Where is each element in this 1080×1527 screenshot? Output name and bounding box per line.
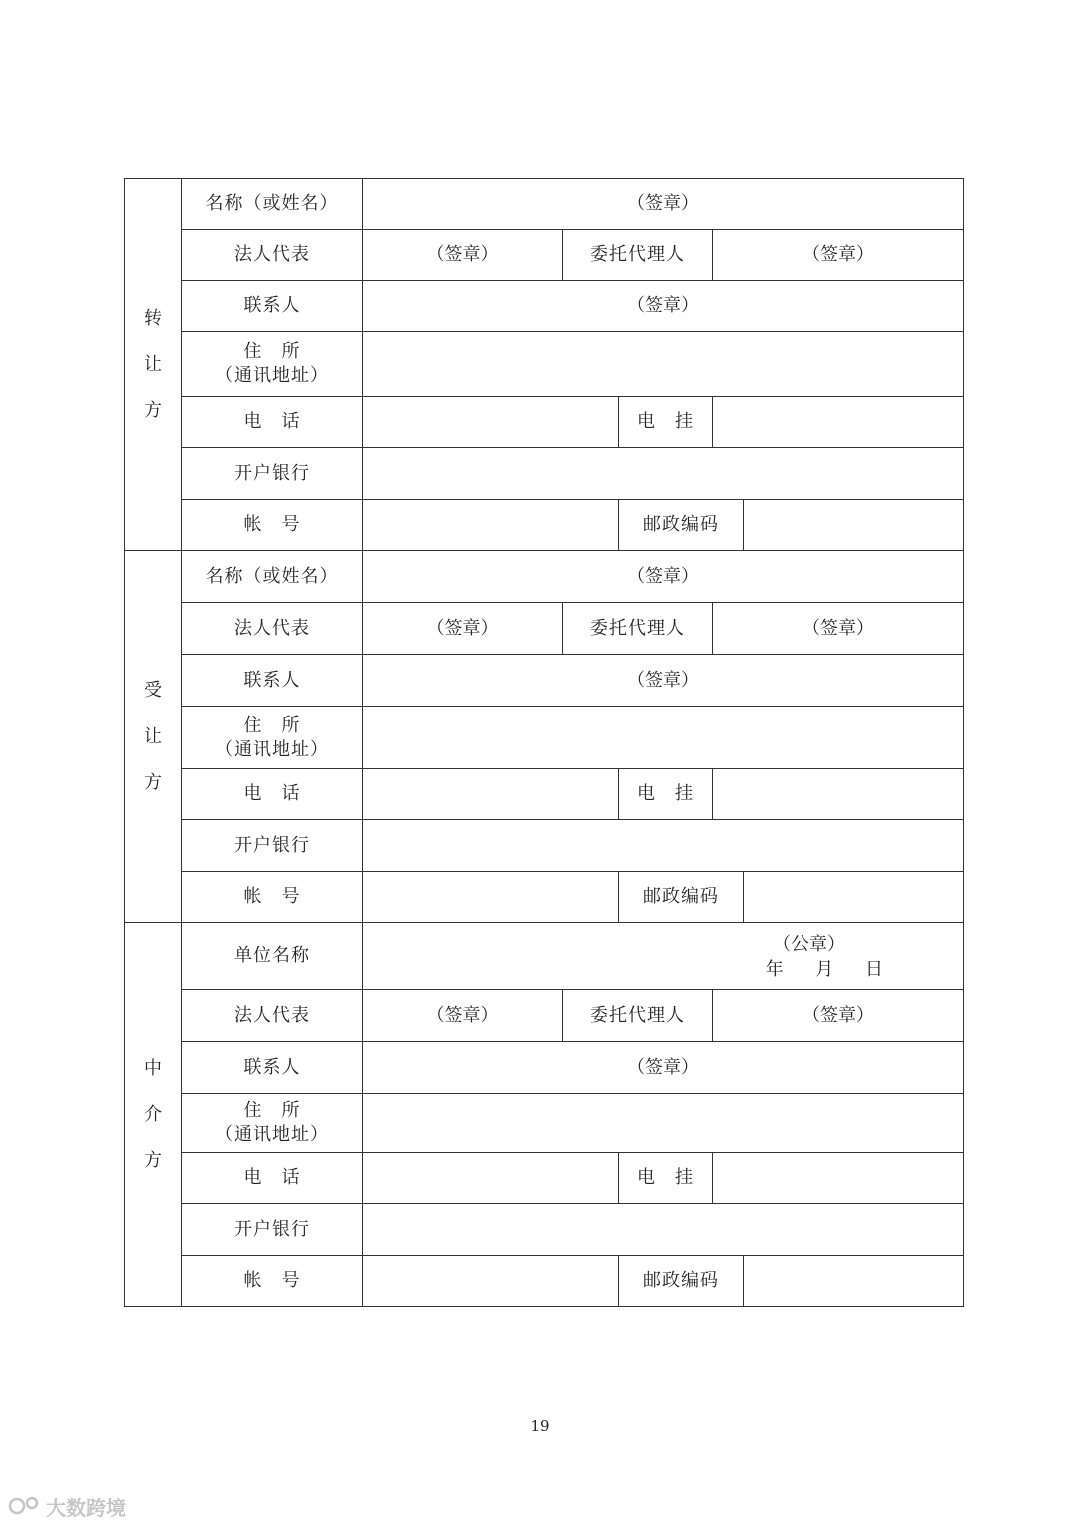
transferee-legal-rep-row xyxy=(125,603,964,655)
contact-label: 联系人 xyxy=(182,1042,363,1094)
intermediary-bank-row xyxy=(125,1204,964,1256)
account-value[interactable] xyxy=(363,872,619,923)
intermediary-contact-row xyxy=(125,1042,964,1094)
transferor-bank-row xyxy=(125,448,964,500)
name-label: 名称（或姓名） xyxy=(182,551,363,603)
legal-rep-label: 法人代表 xyxy=(182,230,363,281)
bank-label: 开户银行 xyxy=(182,820,363,872)
cable-label: 电 挂 xyxy=(619,769,713,820)
page-number: 19 xyxy=(530,1417,550,1435)
account-value[interactable] xyxy=(363,1256,619,1307)
phone-value[interactable] xyxy=(363,1153,619,1204)
transferee-phone-row xyxy=(125,769,964,820)
cable-value[interactable] xyxy=(713,397,964,448)
transferee-account-row xyxy=(125,872,964,923)
postcode-label: 邮政编码 xyxy=(619,1256,744,1307)
postcode-value[interactable] xyxy=(744,1256,964,1307)
address-label: 住 所 （通讯地址） xyxy=(182,707,363,769)
intermediary-legal-rep-row xyxy=(125,990,964,1042)
watermark-logo-icon xyxy=(8,1495,42,1517)
agent-label: 委托代理人 xyxy=(563,230,713,281)
transferor-account-row xyxy=(125,500,964,551)
bank-label: 开户银行 xyxy=(182,448,363,500)
cable-value[interactable] xyxy=(713,1153,964,1204)
bank-label: 开户银行 xyxy=(182,1204,363,1256)
bank-value[interactable] xyxy=(363,1204,964,1256)
contact-label: 联系人 xyxy=(182,655,363,707)
phone-value[interactable] xyxy=(363,397,619,448)
unit-name-label: 单位名称 xyxy=(182,923,363,990)
address-value[interactable] xyxy=(363,1094,964,1153)
unit-name-value[interactable] xyxy=(363,923,964,990)
transferee-bank-row xyxy=(125,820,964,872)
agent-label: 委托代理人 xyxy=(563,603,713,655)
name-label: 名称（或姓名） xyxy=(182,179,363,230)
legal-rep-value[interactable]: （签章） xyxy=(363,990,563,1042)
intermediary-phone-row xyxy=(125,1153,964,1204)
cable-label: 电 挂 xyxy=(619,397,713,448)
postcode-value[interactable] xyxy=(744,500,964,551)
agent-label: 委托代理人 xyxy=(563,990,713,1042)
legal-rep-label: 法人代表 xyxy=(182,603,363,655)
legal-rep-value[interactable]: （签章） xyxy=(363,230,563,281)
transferor-contact-row xyxy=(125,281,964,332)
postcode-label: 邮政编码 xyxy=(619,500,744,551)
watermark xyxy=(8,1491,126,1521)
address-label: 住 所 （通讯地址） xyxy=(182,1094,363,1153)
section-label-intermediary: 中 介 方 xyxy=(125,923,182,1307)
section-label-transferee: 受 让 方 xyxy=(125,551,182,923)
transferee-address-row xyxy=(125,707,964,769)
cable-value[interactable] xyxy=(713,769,964,820)
contact-value[interactable]: （签章） xyxy=(363,281,964,332)
transferee-contact-row xyxy=(125,655,964,707)
cable-label: 电 挂 xyxy=(619,1153,713,1204)
intermediary-unit-row xyxy=(125,923,964,990)
phone-label: 电 话 xyxy=(182,397,363,448)
address-label: 住 所 （通讯地址） xyxy=(182,332,363,397)
contact-value[interactable]: （签章） xyxy=(363,655,964,707)
transferor-name-row xyxy=(125,179,964,230)
name-value[interactable]: （签章） xyxy=(363,179,964,230)
agent-value[interactable]: （签章） xyxy=(713,990,964,1042)
watermark-text: 大数跨境 xyxy=(46,1495,126,1520)
address-value[interactable] xyxy=(363,332,964,397)
account-label: 帐 号 xyxy=(182,1256,363,1307)
legal-rep-value[interactable]: （签章） xyxy=(363,603,563,655)
postcode-label: 邮政编码 xyxy=(619,872,744,923)
intermediary-account-row xyxy=(125,1256,964,1307)
contact-value[interactable]: （签章） xyxy=(363,1042,964,1094)
phone-label: 电 话 xyxy=(182,769,363,820)
agent-value[interactable]: （签章） xyxy=(713,230,964,281)
agent-value[interactable]: （签章） xyxy=(713,603,964,655)
intermediary-address-row xyxy=(125,1094,964,1153)
transferor-address-row xyxy=(125,332,964,397)
date-line: 年 月 日 xyxy=(765,959,884,980)
official-seal-text: （公章） xyxy=(773,934,846,955)
transferee-name-row xyxy=(125,551,964,603)
transferor-legal-rep-row xyxy=(125,230,964,281)
section-label-transferor: 转 让 方 xyxy=(125,179,182,551)
legal-rep-label: 法人代表 xyxy=(182,990,363,1042)
account-label: 帐 号 xyxy=(182,500,363,551)
name-value[interactable]: （签章） xyxy=(363,551,964,603)
account-value[interactable] xyxy=(363,500,619,551)
account-label: 帐 号 xyxy=(182,872,363,923)
phone-label: 电 话 xyxy=(182,1153,363,1204)
bank-value[interactable] xyxy=(363,448,964,500)
bank-value[interactable] xyxy=(363,820,964,872)
transferor-phone-row xyxy=(125,397,964,448)
contact-label: 联系人 xyxy=(182,281,363,332)
phone-value[interactable] xyxy=(363,769,619,820)
contract-parties-table xyxy=(124,178,964,1307)
postcode-value[interactable] xyxy=(744,872,964,923)
address-value[interactable] xyxy=(363,707,964,769)
